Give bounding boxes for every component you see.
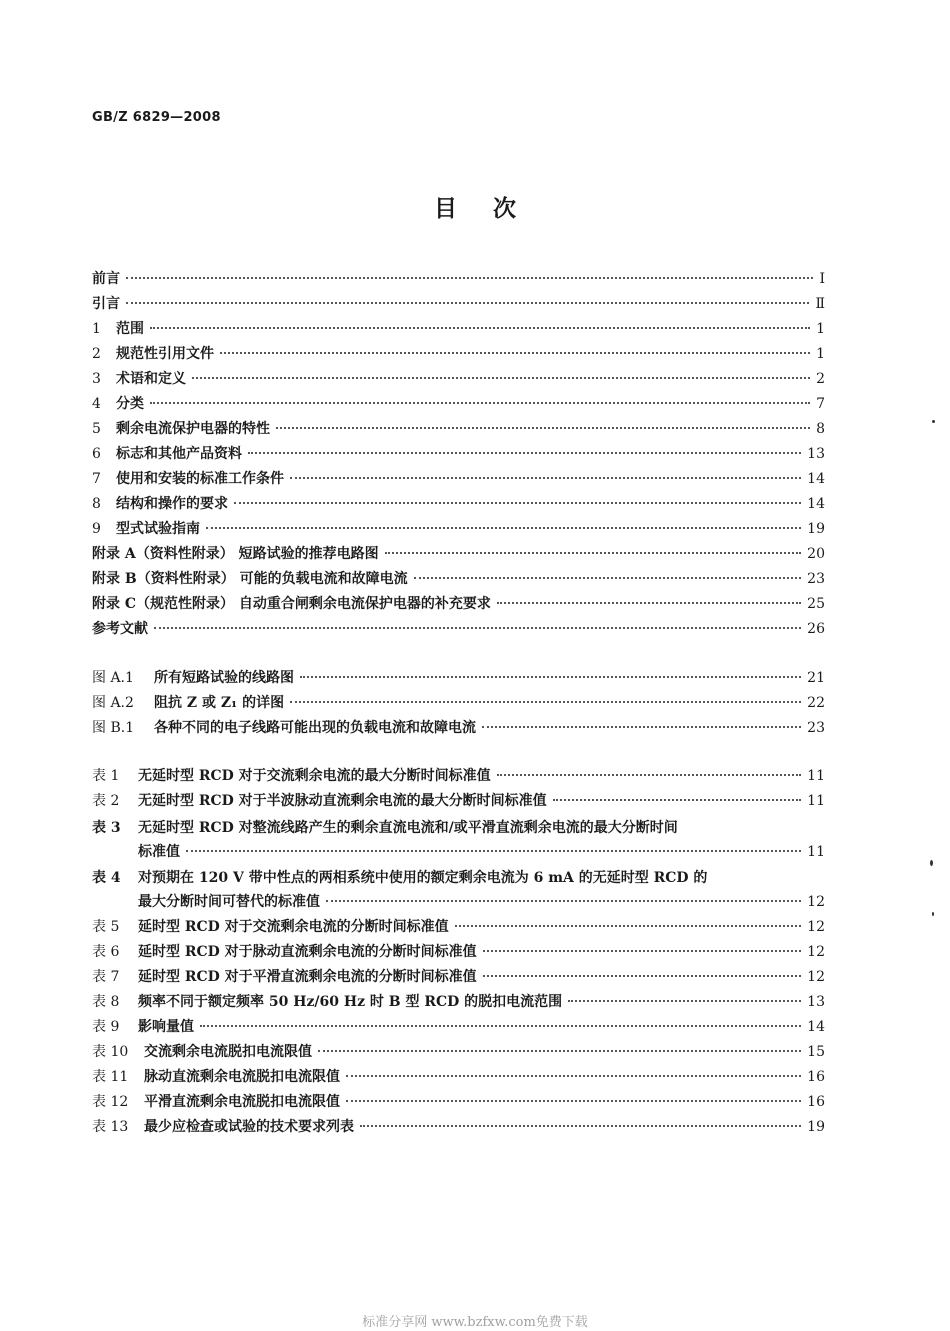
watermark-footer: 标准分享网 www.bzfxw.com免费下载	[362, 1315, 588, 1330]
table-entry-label: 表 11 脉动直流剩余电流脱扣电流限值	[92, 1069, 340, 1085]
leader-dots	[497, 774, 802, 776]
leader-dots	[234, 502, 801, 504]
leader-dots	[126, 277, 813, 279]
toc-entry-label: 附录 C（规范性附录） 自动重合闸剩余电流保护电器的补充要求	[92, 596, 491, 612]
table-entry-label: 表 4 对预期在 120 V 带中性点的两相系统中使用的额定剩余电流为 6 mA 的无延时型 RCD 的	[92, 870, 708, 886]
toc-entry[interactable]	[92, 268, 825, 290]
toc-entry-page: Ⅱ	[815, 296, 825, 312]
toc-entry-label: 3 术语和定义	[92, 371, 186, 387]
table-entry-page: 12	[807, 969, 825, 985]
leader-dots	[154, 627, 801, 629]
leader-dots	[497, 602, 801, 604]
toc-entry-page: 23	[807, 571, 825, 587]
figure-entry[interactable]	[92, 667, 825, 689]
toc-entry-label: 5 剩余电流保护电器的特性	[92, 421, 270, 437]
toc-entry[interactable]	[92, 293, 825, 315]
table-entry[interactable]	[92, 966, 825, 988]
figure-entry[interactable]	[92, 717, 825, 739]
table-entry-continuation: 最大分断时间可替代的标准值	[138, 894, 320, 910]
table-entry[interactable]	[92, 1116, 825, 1138]
toc-entry[interactable]	[92, 593, 825, 615]
table-entry-page: 13	[807, 994, 825, 1010]
toc-entry-label: 6 标志和其他产品资料	[92, 446, 242, 462]
figure-entry-page: 21	[807, 670, 825, 686]
table-entry-page: 12	[807, 894, 825, 910]
table-entry[interactable]	[92, 916, 825, 938]
table-entry[interactable]	[92, 1041, 825, 1063]
toc-entry-label: 前言	[92, 271, 120, 287]
toc-entry[interactable]	[92, 343, 825, 365]
table-entry-label: 表 7 延时型 RCD 对于平滑直流剩余电流的分断时间标准值	[92, 969, 477, 985]
toc-entry-page: 8	[816, 421, 825, 437]
toc-entry[interactable]	[92, 493, 825, 515]
table-entry[interactable]	[92, 1016, 825, 1038]
toc-entry-page: 14	[807, 471, 825, 487]
table-entry-page: 19	[807, 1119, 825, 1135]
toc-entry-label: 1 范围	[92, 321, 144, 337]
table-entry[interactable]	[138, 891, 825, 913]
table-entry-page: 11	[807, 793, 825, 809]
leader-dots	[414, 577, 802, 579]
leader-dots	[220, 352, 810, 354]
toc-entry[interactable]	[92, 518, 825, 540]
toc-entry-page: 26	[807, 621, 825, 637]
toc-entry[interactable]	[92, 568, 825, 590]
table-entry-page: 16	[807, 1094, 825, 1110]
table-entry[interactable]	[92, 1091, 825, 1113]
table-entry-label: 表 8 频率不同于额定频率 50 Hz/60 Hz 时 B 型 RCD 的脱扣电流范围	[92, 994, 563, 1010]
figure-entry-page: 23	[807, 720, 825, 736]
toc-entry-page: 1	[816, 346, 825, 362]
scan-speck	[932, 912, 934, 916]
table-entry-label: 表 5 延时型 RCD 对于交流剩余电流的分断时间标准值	[92, 919, 449, 935]
table-entry-page: 11	[807, 768, 825, 784]
leader-dots	[326, 900, 801, 902]
leader-dots	[360, 1125, 801, 1127]
figure-entry-label: 图 A.2 阻抗 Z 或 Z₁ 的详图	[92, 695, 285, 711]
table-entry[interactable]	[138, 841, 825, 863]
toc-entry[interactable]	[92, 543, 825, 565]
standard-code: GB/Z 6829—2008	[92, 110, 221, 125]
leader-dots	[150, 327, 810, 329]
toc-entry-label: 8 结构和操作的要求	[92, 496, 228, 512]
toc-entry[interactable]	[92, 418, 825, 440]
table-entry-page: 11	[807, 844, 825, 860]
leader-dots	[318, 1050, 801, 1052]
toc-entry-page: 2	[816, 371, 825, 387]
table-entry-label: 表 10 交流剩余电流脱扣电流限值	[92, 1044, 312, 1060]
toc-entry-label: 引言	[92, 296, 120, 312]
leader-dots	[482, 726, 801, 728]
table-entry-label: 表 13 最少应检查或试验的技术要求列表	[92, 1119, 354, 1135]
toc-entry-page: 13	[807, 446, 825, 462]
toc-entry-label: 参考文献	[92, 621, 148, 637]
leader-dots	[568, 1000, 801, 1002]
table-entry-page: 14	[807, 1019, 825, 1035]
table-entry[interactable]	[92, 941, 825, 963]
toc-entry[interactable]	[92, 368, 825, 390]
toc-entry-label: 7 使用和安装的标准工作条件	[92, 471, 284, 487]
figure-entry-label: 图 A.1 所有短路试验的线路图	[92, 670, 294, 686]
leader-dots	[276, 427, 810, 429]
table-entry-page: 16	[807, 1069, 825, 1085]
table-entry-label: 表 3 无延时型 RCD 对整流线路产生的剩余直流电流和/或平滑直流剩余电流的最大分断时间	[92, 820, 678, 836]
table-entry[interactable]	[92, 765, 825, 787]
toc-entry-label: 2 规范性引用文件	[92, 346, 214, 362]
page-title: 目 次	[433, 196, 516, 222]
figure-entry[interactable]	[92, 692, 825, 714]
leader-dots	[483, 975, 802, 977]
table-entry-page: 12	[807, 944, 825, 960]
table-entry-label: 表 1 无延时型 RCD 对于交流剩余电流的最大分断时间标准值	[92, 768, 491, 784]
table-entry-page: 15	[807, 1044, 825, 1060]
toc-entry-page: 20	[807, 546, 825, 562]
table-entry-label: 表 9 影响量值	[92, 1019, 194, 1035]
toc-entry[interactable]	[92, 618, 825, 640]
toc-entry-page: 7	[816, 396, 825, 412]
table-entry-page: 12	[807, 919, 825, 935]
toc-entry-label: 9 型式试验指南	[92, 521, 200, 537]
leader-dots	[346, 1100, 801, 1102]
figure-entry-page: 22	[807, 695, 825, 711]
toc-entry[interactable]	[92, 443, 825, 465]
leader-dots	[455, 925, 802, 927]
leader-dots	[186, 850, 801, 852]
leader-dots	[200, 1025, 801, 1027]
figure-entry-label: 图 B.1 各种不同的电子线路可能出现的负载电流和故障电流	[92, 720, 476, 736]
table-entry-label: 表 6 延时型 RCD 对于脉动直流剩余电流的分断时间标准值	[92, 944, 477, 960]
leader-dots	[126, 302, 809, 304]
leader-dots	[290, 701, 801, 703]
leader-dots	[385, 552, 802, 554]
table-entry-label: 表 12 平滑直流剩余电流脱扣电流限值	[92, 1094, 340, 1110]
leader-dots	[248, 452, 801, 454]
table-entry-continuation: 标准值	[138, 844, 180, 860]
table-entry[interactable]	[92, 1066, 825, 1088]
leader-dots	[483, 950, 802, 952]
toc-entry-page: 19	[807, 521, 825, 537]
toc-entry-label: 附录 A（资料性附录） 短路试验的推荐电路图	[92, 546, 379, 562]
leader-dots	[300, 676, 801, 678]
table-entry[interactable]	[92, 991, 825, 1013]
toc-entry-page: 25	[807, 596, 825, 612]
table-entry[interactable]	[92, 790, 825, 812]
toc-entry-page: 14	[807, 496, 825, 512]
toc-entry-label: 附录 B（资料性附录） 可能的负载电流和故障电流	[92, 571, 408, 587]
toc-entry[interactable]	[92, 468, 825, 490]
toc-entry-page: Ⅰ	[819, 271, 825, 287]
table-entry-label: 表 2 无延时型 RCD 对于半波脉动直流剩余电流的最大分断时间标准值	[92, 793, 547, 809]
toc-entry[interactable]	[92, 318, 825, 340]
toc-entry-label: 4 分类	[92, 396, 144, 412]
leader-dots	[553, 799, 802, 801]
toc-entry[interactable]	[92, 393, 825, 415]
scan-speck	[932, 420, 935, 423]
leader-dots	[346, 1075, 801, 1077]
leader-dots	[150, 402, 810, 404]
leader-dots	[290, 477, 801, 479]
leader-dots	[206, 527, 801, 529]
scan-speck	[930, 860, 933, 866]
leader-dots	[192, 377, 810, 379]
toc-entry-page: 1	[816, 321, 825, 337]
